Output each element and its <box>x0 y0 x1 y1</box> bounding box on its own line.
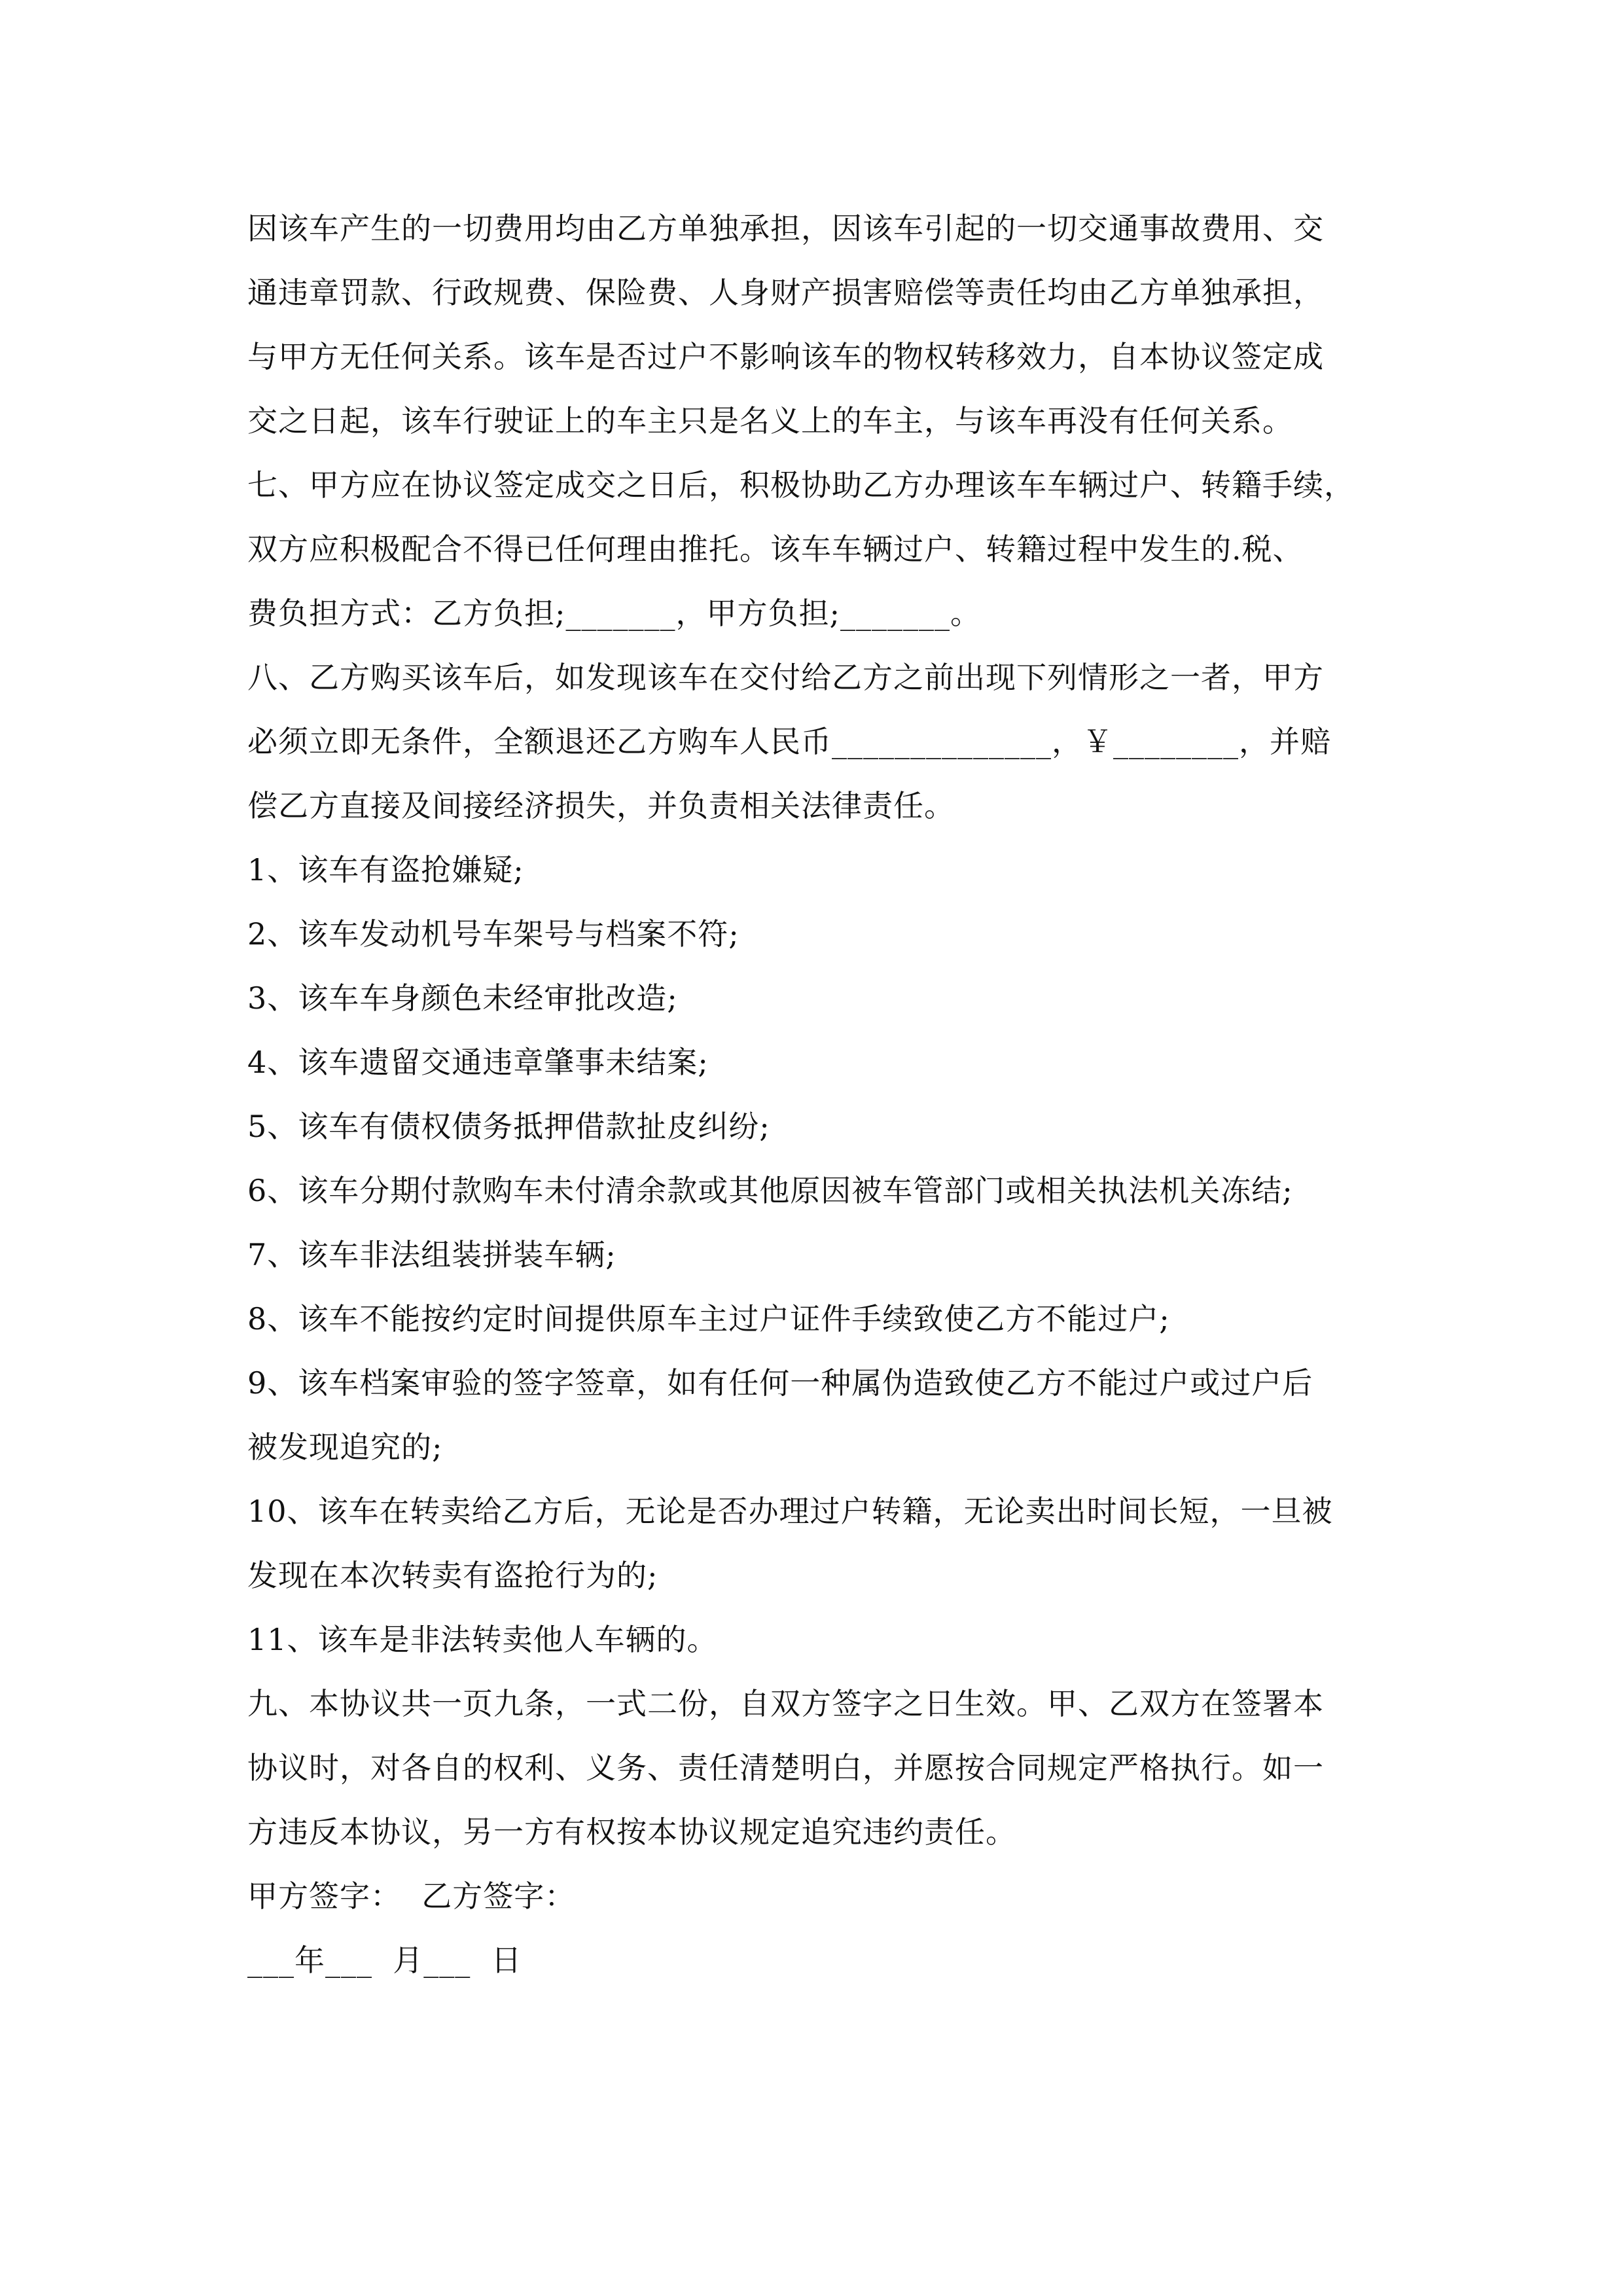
list-item-6: 6、该车分期付款购车未付清余款或其他原因被车管部门或相关执法机关冻结; <box>247 1173 1293 1208</box>
clause-7-line-2: 双方应积极配合不得已任何理由推托。该车车辆过户、转籍过程中发生的.税、 <box>247 531 1304 567</box>
clause-8-line-1: 八、乙方购买该车后，如发现该车在交付给乙方之前出现下列情形之一者，甲方 <box>247 660 1324 695</box>
list-item-10-line-1: 10、该车在转卖给乙方后，无论是否办理过户转籍，无论卖出时间长短，一旦被 <box>247 1494 1333 1529</box>
list-item-2: 2、该车发动机号车架号与档案不符; <box>247 916 740 952</box>
body-line-1: 因该车产生的一切费用均由乙方单独承担，因该车引起的一切交通事故费用、交 <box>247 211 1324 246</box>
clause-9-line-1: 九、本协议共一页九条，一式二份，自双方签字之日生效。甲、乙双方在签署本 <box>247 1686 1324 1721</box>
list-item-9-line-1: 9、该车档案审验的签字签章，如有任何一种属伪造致使乙方不能过户或过户后 <box>247 1365 1313 1401</box>
clause-9-line-3: 方违反本协议，另一方有权按本协议规定追究违约责任。 <box>247 1814 1016 1850</box>
list-item-4: 4、该车遗留交通违章肇事未结案; <box>247 1045 709 1080</box>
list-item-11: 11、该车是非法转卖他人车辆的。 <box>247 1622 718 1657</box>
clause-9-line-2: 协议时，对各自的权利、义务、责任清楚明白，并愿按合同规定严格执行。如一 <box>247 1750 1324 1785</box>
list-item-8: 8、该车不能按约定时间提供原车主过户证件手续致使乙方不能过户; <box>247 1301 1170 1336</box>
list-item-7: 7、该车非法组装拼装车辆; <box>247 1237 616 1272</box>
clause-8-line-3: 偿乙方直接及间接经济损失，并负责相关法律责任。 <box>247 788 955 823</box>
clause-7-line-3: 费负担方式：乙方负担;_______，甲方负担;_______。 <box>247 596 981 631</box>
list-item-10-line-2: 发现在本次转卖有盗抢行为的; <box>247 1558 658 1593</box>
list-item-3: 3、该车车身颜色未经审批改造; <box>247 980 678 1016</box>
clause-7-line-1: 七、甲方应在协议签定成交之日后，积极协助乙方办理该车车辆过户、转籍手续， <box>247 467 1355 503</box>
agreement-page <box>247 196 1386 1992</box>
clause-8-line-2: 必须立即无条件，全额退还乙方购车人民币______________，￥________，并赔 <box>247 724 1331 759</box>
list-item-1: 1、该车有盗抢嫌疑; <box>247 852 524 888</box>
body-line-4: 交之日起，该车行驶证上的车主只是名义上的车主，与该车再没有任何关系。 <box>247 403 1293 439</box>
body-line-2: 通违章罚款、行政规费、保险费、人身财产损害赔偿等责任均由乙方单独承担， <box>247 275 1324 310</box>
signature-line: 甲方签字： 乙方签字： <box>247 1878 576 1914</box>
list-item-5: 5、该车有债权债务抵押借款扯皮纠纷; <box>247 1109 770 1144</box>
date-line: ___年___ 月___ 日 <box>247 1943 522 1978</box>
list-item-9-line-2: 被发现追究的; <box>247 1429 443 1465</box>
body-line-3: 与甲方无任何关系。该车是否过户不影响该车的物权转移效力，自本协议签定成 <box>247 339 1324 374</box>
